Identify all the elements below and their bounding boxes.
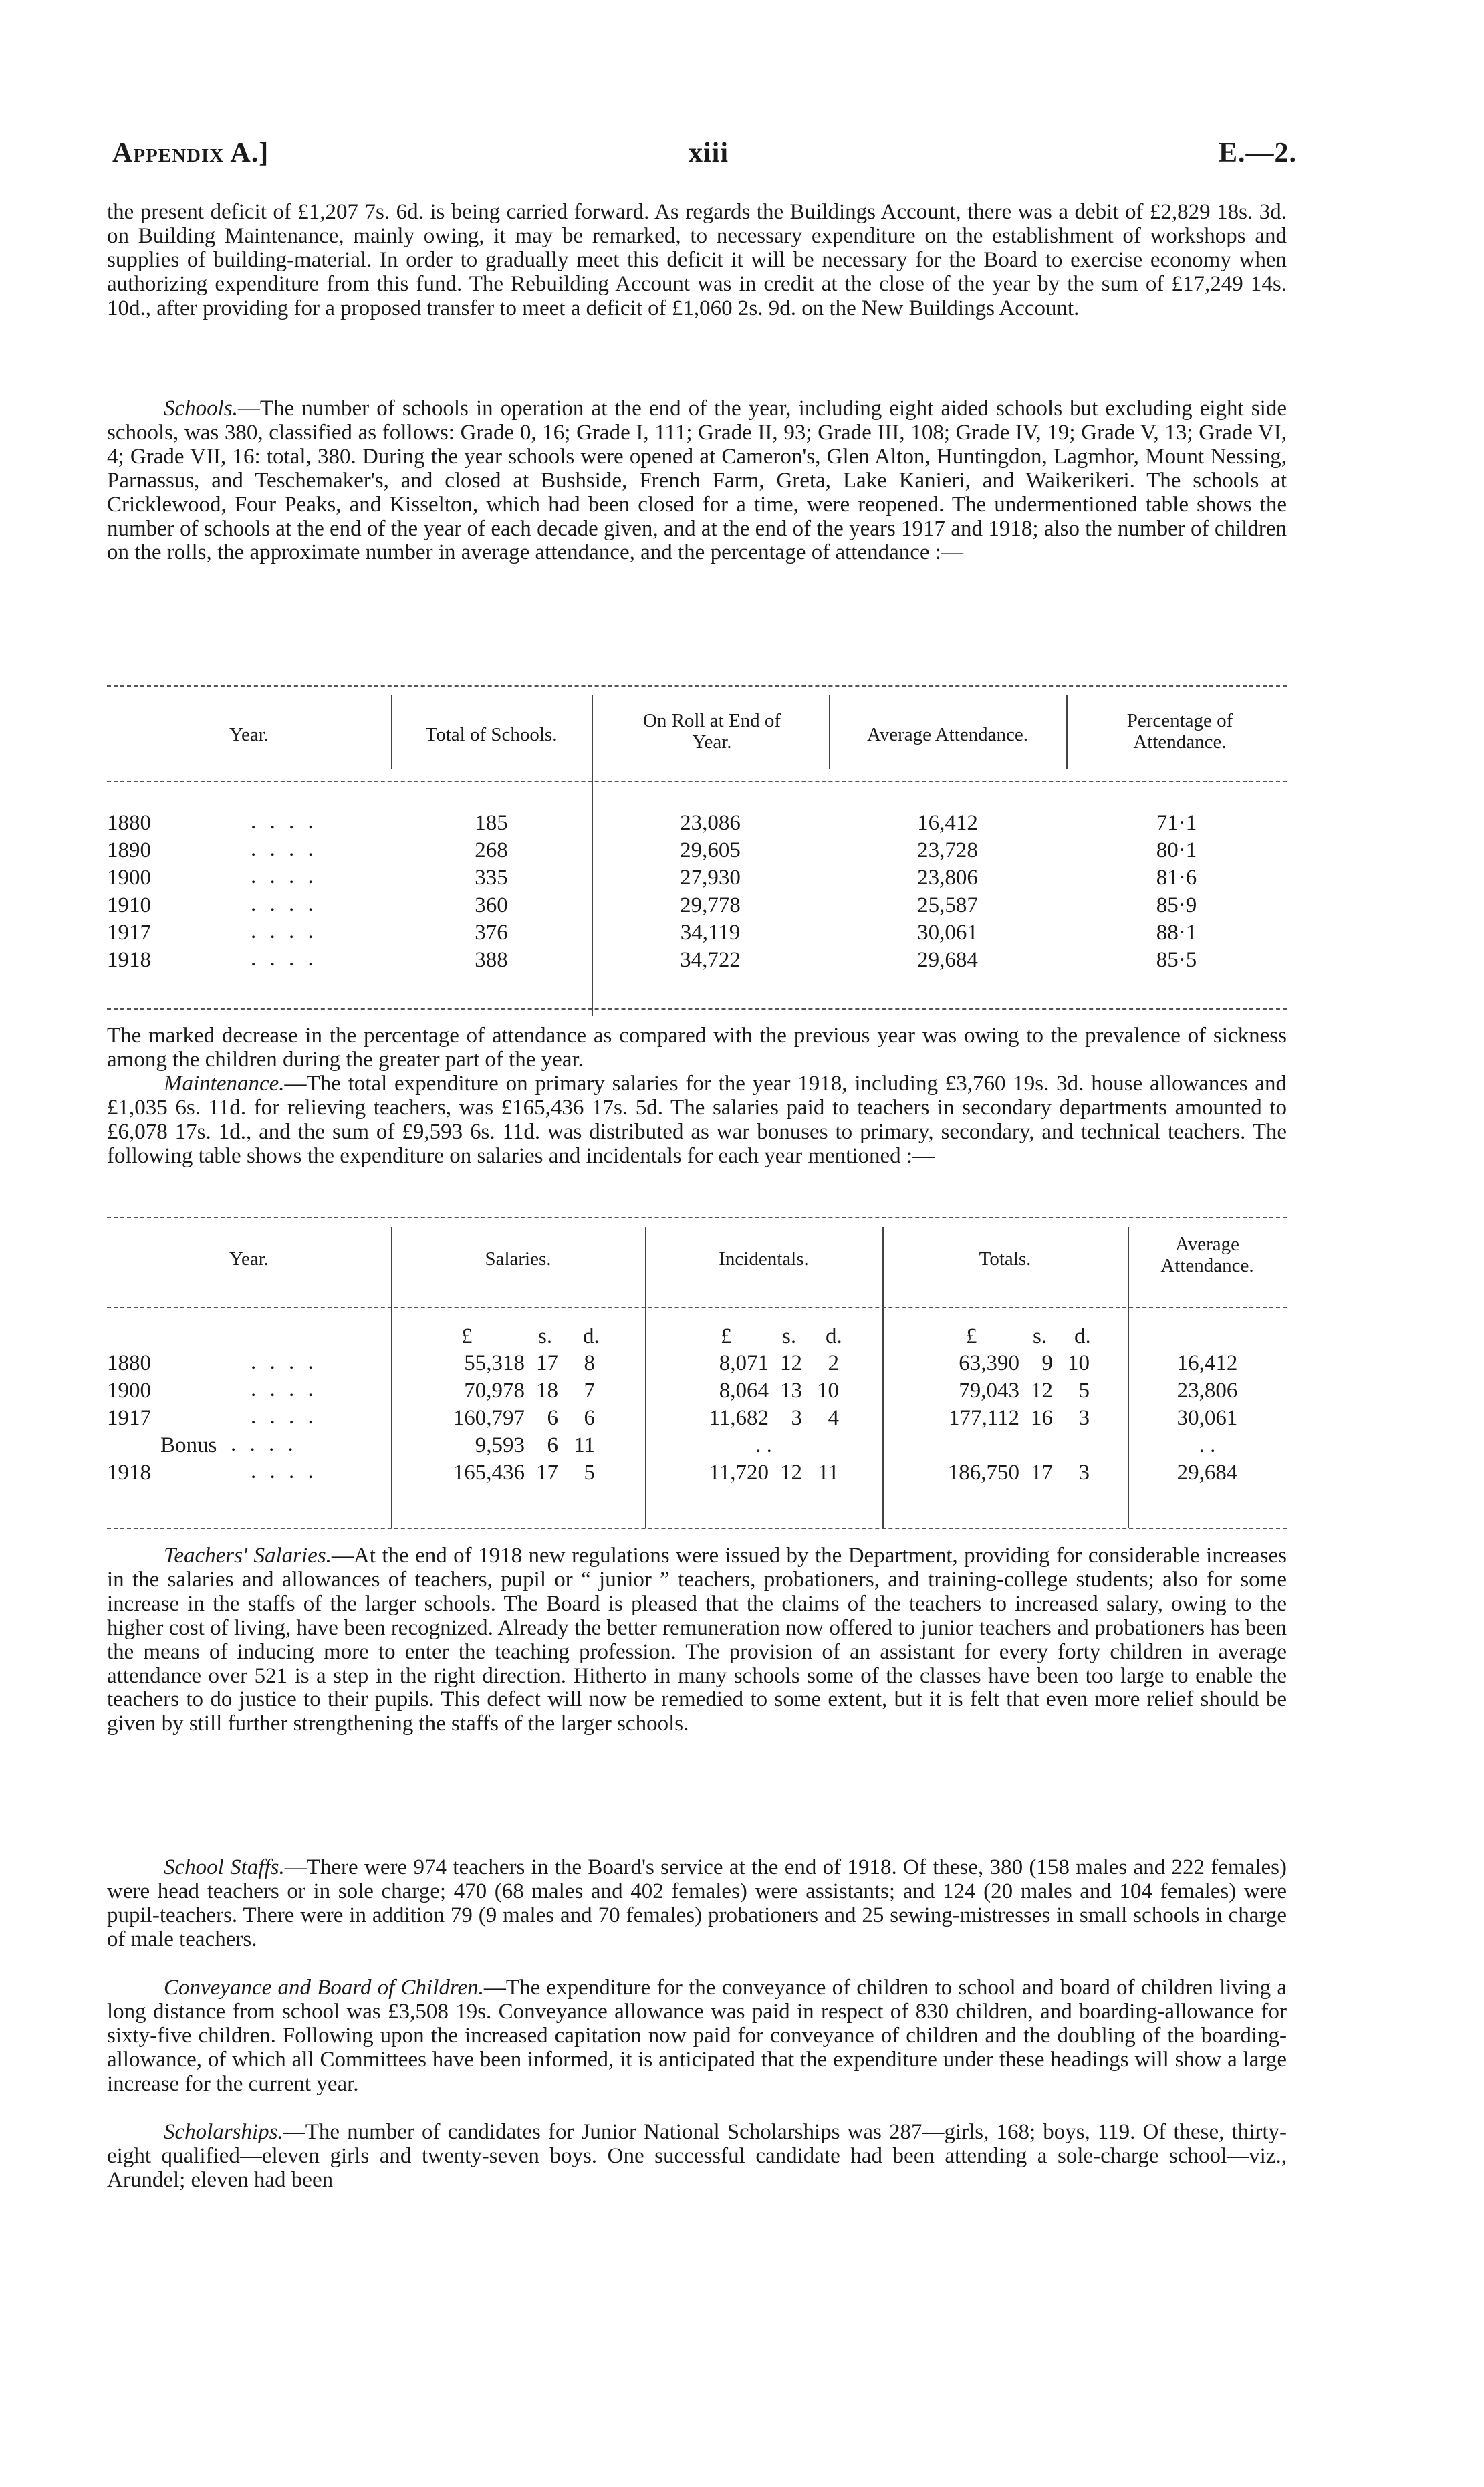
cell-schools: 388 [475, 948, 508, 972]
cell-roll: 34,722 [680, 948, 741, 972]
cell-percentage: 85·5 [1156, 948, 1197, 972]
cell-total-pounds: 186,750 [947, 1461, 1019, 1485]
header-incidentals: Incidentals. [719, 1248, 809, 1270]
paragraph-text: —The number of schools in operation at the end of the year, including eight aided schools but excluding eight side schools, was 380, classified as follows: Grade 0, 16; Grade I, 111; Grade II, 93; Grade III, 108; Grade IV, 19; Grade V, 13; Grade VI, 4; Grade VII, 16: total, 380. During the year schools were opened at Cameron's, Glen Alton, Huntingdon, Lagmhor, Mount Nessing, Parnassus, and Teschemaker's, and closed at Bushside, French Farm, Greta, Lake Kanieri, and Waikerikeri. The schools at Cricklewood, Four Peaks, and Kisselton, which had been closed for a time, were reopened. The undermentioned table shows the number of schools at the end of the year of each decade given, and at the end of the years 1917 and 1918; also the number of children on the rolls, the approximate number in average attendance, and the percentage of attendance :— [107, 396, 1287, 565]
cell-leader-dots: . . . . [251, 1350, 318, 1374]
cell-incidental-pounds: 11,682 [709, 1406, 769, 1430]
cell-salary-pounds: 160,797 [453, 1406, 525, 1430]
cell-roll: 27,930 [680, 866, 741, 890]
column-divider [391, 1227, 392, 1528]
cell-percentage: 85·9 [1156, 893, 1197, 917]
header-on-roll: On Roll at End of Year. [642, 710, 781, 753]
cell-leader-dots: . . . . [251, 1405, 318, 1429]
cell-total-shillings: 16 [1031, 1406, 1053, 1430]
salaries-incidentals-table [107, 1213, 1287, 1534]
header-percentage: Percentage of Attendance. [1126, 710, 1233, 753]
cell-salary-pounds: 70,978 [464, 1379, 525, 1403]
cell-year: 1880 [107, 811, 151, 835]
header-year: Year. [229, 724, 269, 745]
cell-schools: 376 [475, 921, 508, 945]
paragraph-attendance-decrease [107, 1024, 1287, 1072]
cell-incidental-shillings: 3 [791, 1406, 802, 1430]
paragraph-scholarships [107, 2121, 1287, 2193]
cell-leader-dots: . . . . [251, 947, 318, 971]
cell-attendance: 30,061 [917, 921, 978, 945]
table-rule [107, 781, 1287, 782]
cell-incidental-shillings: 13 [780, 1379, 802, 1403]
header-year: Year. [229, 1248, 269, 1270]
cell-attendance: 29,684 [917, 948, 978, 972]
header-salaries: Salaries. [485, 1248, 551, 1270]
paragraph-text: —The expenditure for the conveyance of children to school and board of children living a long distance from school was £3,508 19s. Conveyance allowance was paid in respect of 830 children, and boarding-allowance for sixty-five children. Following upon the increased capitation now paid for conveyance of children and the doubling of the boarding-allowance, of which all Committees have been informed, it is anticipated that the expenditure under these headings will show a large increase for the current year. [107, 1976, 1287, 2096]
paragraph-conveyance [107, 1976, 1287, 2097]
unit-pence: d. [826, 1324, 842, 1348]
cell-roll: 34,119 [680, 921, 741, 945]
cell-leader-dots: . . . . [251, 864, 318, 889]
cell-year: 1918 [107, 1461, 151, 1485]
cell-year: 1917 [107, 1406, 151, 1430]
cell-salary-pounds: 9,593 [475, 1433, 525, 1457]
cell-total-pounds: 79,043 [959, 1379, 1019, 1403]
cell-incidental-pence: 11 [818, 1461, 839, 1485]
cell-leader-dots: . . . . [251, 892, 318, 916]
cell-percentage: 71·1 [1156, 811, 1197, 835]
cell-total-pence: 5 [1078, 1379, 1090, 1403]
cell-year: 1918 [107, 948, 151, 972]
cell-salary-pence: 11 [574, 1433, 595, 1457]
cell-roll: 29,778 [680, 893, 741, 917]
paragraph-text: —At the end of 1918 new regulations were issued by the Department, providing for considerable increases in the salaries and allowances of teachers, pupil or “ junior ” teachers, probationers, and training-college students; also for some increase in the staffs of the larger schools. The Board is pleased that the claims of the teachers to increased salary, owing to the higher cost of living, have been recognized. Already the better remuneration now offered to junior teachers and probationers has been the means of inducing more to enter the teaching profession. The provision of an assistant for every forty children in average attendance over 521 is a step in the right direction. Hitherto in many schools some of the classes have been too large to enable the teachers to do justice to their pupils. This defect will now be remedied to some extent, but it is felt that even more relief should be given by still further strengthening the staffs of the larger schools. [107, 1544, 1287, 1736]
cell-leader-dots: . . . . [251, 837, 318, 861]
cell-salary-shillings: 17 [536, 1351, 558, 1375]
paragraph-text: the present deficit of £1,207 7s. 6d. is being carried forward. As regards the Buildings Account, there was a debit of £2,829 18s. 3d. on Building Maintenance, mainly owing, it may be remarked, to necessary expenditure on the establishment of workshops and supplies of building-material. In order to gradually meet this deficit it will be necessary for the Board to exercise economy when authorizing expenditure from this fund. The Rebuilding Account was in credit at the close of the year by the sum of £17,249 14s. 10d., after providing for a proposed transfer to meet a deficit of £1,060 2s. 9d. on the New Buildings Account. [107, 200, 1287, 320]
cell-attendance: 23,806 [1177, 1379, 1238, 1403]
cell-schools: 185 [475, 811, 508, 835]
cell-roll: 23,086 [680, 811, 741, 835]
paragraph-text: —There were 974 teachers in the Board's service at the end of 1918. Of these, 380 (158 males and 222 females) were head teachers or in sole charge; 470 (68 males and 402 females) were assistants; and 124 (20 males and 104 females) were pupil-teachers. There were in addition 79 (9 males and 70 females) probationers and 25 sewing-mistresses in small schools in charge of male teachers. [107, 1855, 1287, 1951]
header-total-schools: Total of Schools. [425, 724, 558, 745]
table-rule [107, 1528, 1287, 1529]
paragraph-title: Teachers' Salaries. [164, 1544, 332, 1568]
cell-attendance: 29,684 [1177, 1461, 1238, 1485]
paragraph-school-staffs [107, 1856, 1287, 1952]
header-average-attendance: Average Attendance. [1160, 1233, 1254, 1276]
cell-year: 1900 [107, 866, 151, 890]
paragraph-teachers-salaries [107, 1544, 1287, 1736]
cell-percentage: 80·1 [1156, 838, 1197, 862]
cell-incidental-pence: 10 [817, 1379, 839, 1403]
unit-pence: d. [583, 1324, 600, 1348]
cell-salary-pence: 5 [584, 1461, 595, 1485]
cell-attendance: 16,412 [1177, 1351, 1238, 1375]
cell-incidental-shillings: 12 [780, 1351, 802, 1375]
cell-year: 1917 [107, 921, 151, 945]
cell-salary-shillings: 6 [547, 1433, 558, 1457]
cell-year: 1880 [107, 1351, 151, 1375]
cell-salary-pounds: 55,318 [464, 1351, 525, 1375]
header-reference: E.—2. [1218, 138, 1297, 168]
cell-percentage: 81·6 [1156, 866, 1197, 890]
cell-total-pounds: 177,112 [948, 1406, 1019, 1430]
cell-total-pence: 10 [1068, 1351, 1090, 1375]
column-divider [1066, 695, 1068, 769]
unit-shillings: s. [538, 1324, 553, 1348]
cell-leader-dots: . . . . [231, 1432, 297, 1456]
cell-leader-dots: . . . . [251, 919, 318, 943]
table-rule [107, 1008, 1287, 1010]
cell-leader-dots: . . . . [251, 810, 318, 834]
paragraph-text: The marked decrease in the percentage of attendance as compared with the previous year was owing to the prevalence of sickness among the children during the greater part of the year. [107, 1024, 1287, 1072]
paragraph-schools [107, 397, 1287, 565]
cell-incidental-pounds: 11,720 [709, 1461, 769, 1485]
column-divider [882, 1227, 884, 1528]
paragraph-text: —The total expenditure on primary salaries for the year 1918, including £3,760 19s. 3d. house allowances and £1,035 6s. 11d. for relieving teachers, was £165,436 17s. 5d. The salaries paid to teachers in secondary departments amounted to £6,078 17s. 1d., and the sum of £9,593 6s. 11d. was distributed as war bonuses to primary, secondary, and technical teachers. The following table shows the expenditure on salaries and incidentals for each year mentioned :— [107, 1072, 1287, 1168]
cell-total-shillings: 12 [1031, 1379, 1053, 1403]
cell-salary-pence: 8 [584, 1351, 595, 1375]
cell-incidental-shillings: 12 [780, 1461, 802, 1485]
cell-attendance: 23,728 [917, 838, 978, 862]
cell-year: 1890 [107, 838, 151, 862]
cell-attendance: 16,412 [917, 811, 978, 835]
cell-schools: 360 [475, 893, 508, 917]
cell-attendance: . . [1199, 1433, 1216, 1457]
cell-year: Bonus [160, 1433, 217, 1457]
table-rule [107, 1307, 1287, 1308]
unit-shillings: s. [1033, 1324, 1047, 1348]
cell-salary-pounds: 165,436 [453, 1461, 525, 1485]
cell-total-pence: 3 [1078, 1406, 1090, 1430]
paragraph-buildings-account [107, 201, 1287, 321]
unit-shillings: s. [782, 1324, 797, 1348]
cell-year: 1900 [107, 1379, 151, 1403]
cell-salary-shillings: 18 [536, 1379, 558, 1403]
cell-attendance: 23,806 [917, 866, 978, 890]
cell-incidental-pence: 4 [828, 1406, 839, 1430]
paragraph-title: Maintenance. [164, 1072, 285, 1096]
cell-year: 1910 [107, 893, 151, 917]
unit-pence: d. [1074, 1324, 1091, 1348]
header-average-attendance: Average Attendance. [866, 724, 1028, 745]
cell-incidental-pounds: 8,064 [719, 1379, 769, 1403]
cell-incidental-pence: 2 [828, 1351, 839, 1375]
cell-schools: 268 [475, 838, 508, 862]
cell-leader-dots: . . . . [251, 1377, 318, 1401]
cell-salary-shillings: 17 [536, 1461, 558, 1485]
cell-total-pence: 3 [1078, 1461, 1090, 1485]
cell-roll: 29,605 [680, 838, 741, 862]
cell-salary-shillings: 6 [547, 1406, 558, 1430]
header-appendix: Appendix A.] [112, 138, 269, 168]
cell-attendance: 25,587 [917, 893, 978, 917]
cell-leader-dots: . . . . [251, 1459, 318, 1484]
cell-salary-pence: 7 [584, 1379, 595, 1403]
unit-pound: £ [721, 1324, 732, 1348]
cell-incidental-pounds: . . [755, 1433, 772, 1457]
paragraph-title: Schools. [164, 396, 238, 421]
paragraph-title: Conveyance and Board of Children. [164, 1976, 484, 2000]
unit-pound: £ [461, 1324, 473, 1348]
cell-incidental-pounds: 8,071 [719, 1351, 769, 1375]
paragraph-title: Scholarships. [164, 2120, 283, 2144]
unit-pound: £ [966, 1324, 977, 1348]
cell-total-shillings: 17 [1031, 1461, 1053, 1485]
table-rule [107, 685, 1287, 687]
header-page-number: xiii [689, 138, 729, 168]
table-rule [107, 1217, 1287, 1218]
cell-attendance: 30,061 [1177, 1406, 1238, 1430]
paragraph-text: —The number of candidates for Junior National Scholarships was 287—girls, 168; boys, 119. Of these, thirty-eight qualified—eleven girls and twenty-seven boys. One successful candidate had been attending a sole-charge school—viz., Arundel; eleven had been [107, 2120, 1287, 2192]
paragraph-title: School Staffs. [164, 1855, 285, 1879]
paragraph-maintenance [107, 1072, 1287, 1169]
cell-total-pounds: 63,390 [959, 1351, 1019, 1375]
column-divider [645, 1227, 646, 1528]
cell-salary-pence: 6 [584, 1406, 595, 1430]
schools-attendance-table [107, 682, 1287, 1016]
cell-schools: 335 [475, 866, 508, 890]
cell-total-shillings: 9 [1041, 1351, 1053, 1375]
cell-percentage: 88·1 [1156, 921, 1197, 945]
header-totals: Totals. [979, 1248, 1031, 1270]
